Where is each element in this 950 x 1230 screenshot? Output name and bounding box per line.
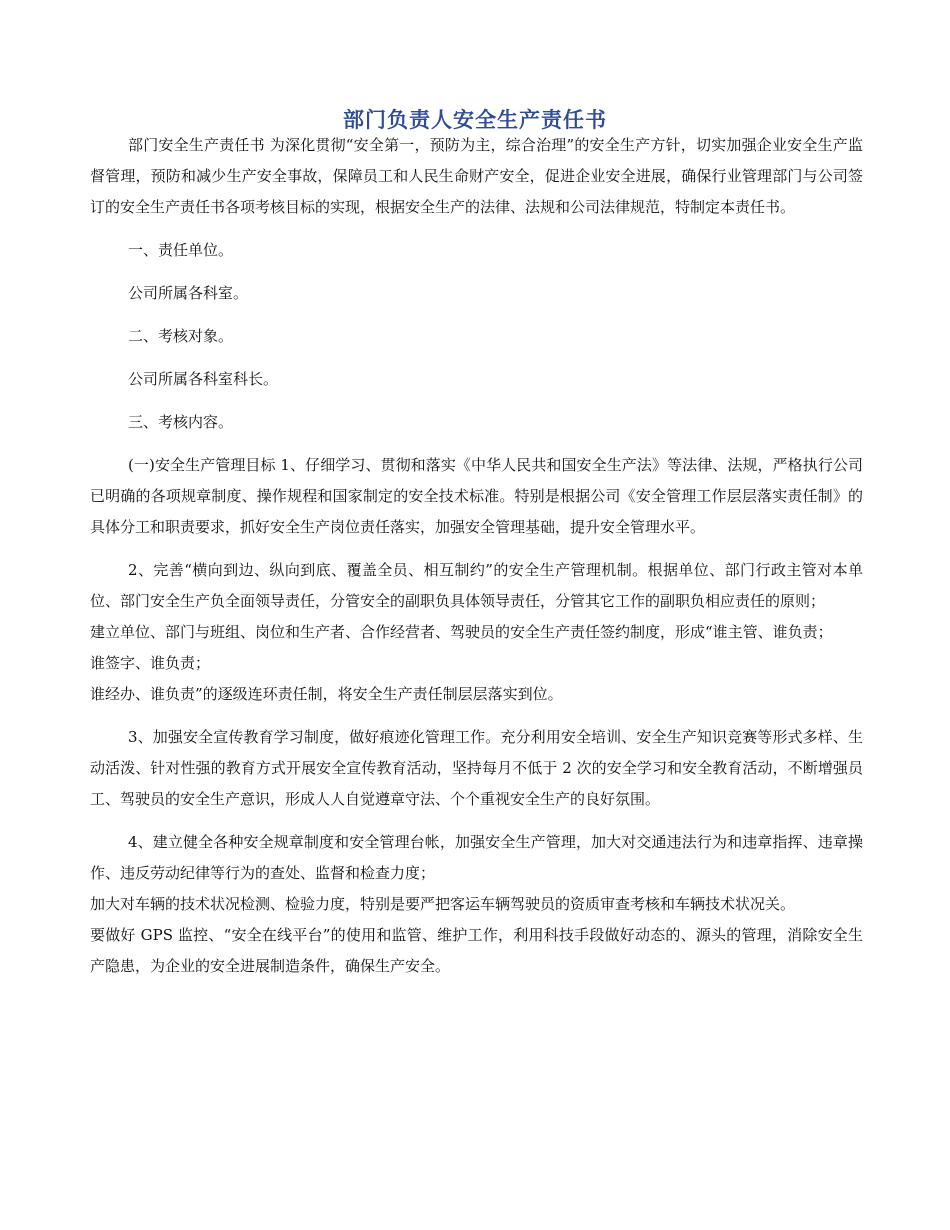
section-2-text: 公司所属各科室科长。: [128, 370, 279, 388]
item-2-line-3: 谁签字、谁负责；: [90, 654, 211, 672]
item-4-line-3: 要做好 GPS 监控、“安全在线平台”的使用和监管、维护工作，利用科技手段做好动态的、源头的管理，消除安全生产隐患，为企业的安全进展制造条件，确保生产安全。: [90, 926, 863, 975]
item-4-line-2: 加大对车辆的技术状况检测、检验力度，特别是要严把客运车辆驾驶员的资质审查考核和车辆技术状况关。: [90, 895, 796, 913]
item-4-paragraph: 4、建立健全各种安全规章制度和安全管理台帐，加强安全生产管理，加大对交通违法行为和违章指挥、违章操作、违反劳动纪律等行为的查处、监督和检查力度；: [90, 833, 863, 882]
item-1-paragraph: (一)安全生产管理目标 1、仔细学习、贯彻和落实《中华人民共和国安全生产法》等法律、法规，严格执行公司已明确的各项规章制度、操作规程和国家制定的安全技术标准。特别是根据公司《安全管理工作层层落实责任制》的具体分工和职责要求，抓好安全生产岗位责任落实，加强安全管理基础，提升安全管理水平。: [90, 456, 863, 536]
section-1-heading: 一、责任单位。: [128, 241, 234, 259]
item-3-paragraph: 3、加强安全宣传教育学习制度，做好痕迹化管理工作。充分利用安全培训、安全生产知识竞赛等形式多样、生动活泼、针对性强的教育方式开展安全宣传教育活动，坚持每月不低于 2 次的安全学习和安全教育活动，不断增强员工、驾驶员的安全生产意识，形成人人自觉遵章守法、个个重视安全生产的良好氛围。: [90, 728, 863, 808]
item-2-line-4: 谁经办、谁负责”的逐级连环责任制，将安全生产责任制层层落实到位。: [90, 685, 563, 703]
intro-paragraph: 部门安全生产责任书 为深化贯彻“安全第一，预防为主，综合治理”的安全生产方针，切实加强企业安全生产监督管理，预防和减少生产安全事故，保障员工和人民生命财产安全，促进企业安全进展，确保行业管理部门与公司签订的安全生产责任书各项考核目标的实现，根据安全生产的法律、法规和公司法律规范，特制定本责任书。: [90, 136, 863, 216]
section-2-heading: 二、考核对象。: [128, 327, 234, 345]
document-body: [90, 130, 863, 982]
item-2-line-2: 建立单位、部门与班组、岗位和生产者、合作经营者、驾驶员的安全生产责任签约制度，形成“谁主管、谁负责；: [90, 623, 833, 641]
document-title: 部门负责人安全生产责任书: [343, 108, 607, 132]
item-2-paragraph: 2、完善“横向到边、纵向到底、覆盖全员、相互制约”的安全生产管理机制。根据单位、部门行政主管对本单位、部门安全生产负全面领导责任，分管安全的副职负具体领导责任，分管其它工作的副职负相应责任的原则；: [90, 561, 863, 610]
section-1-text: 公司所属各科室。: [128, 284, 249, 302]
section-3-heading: 三、考核内容。: [128, 413, 234, 431]
